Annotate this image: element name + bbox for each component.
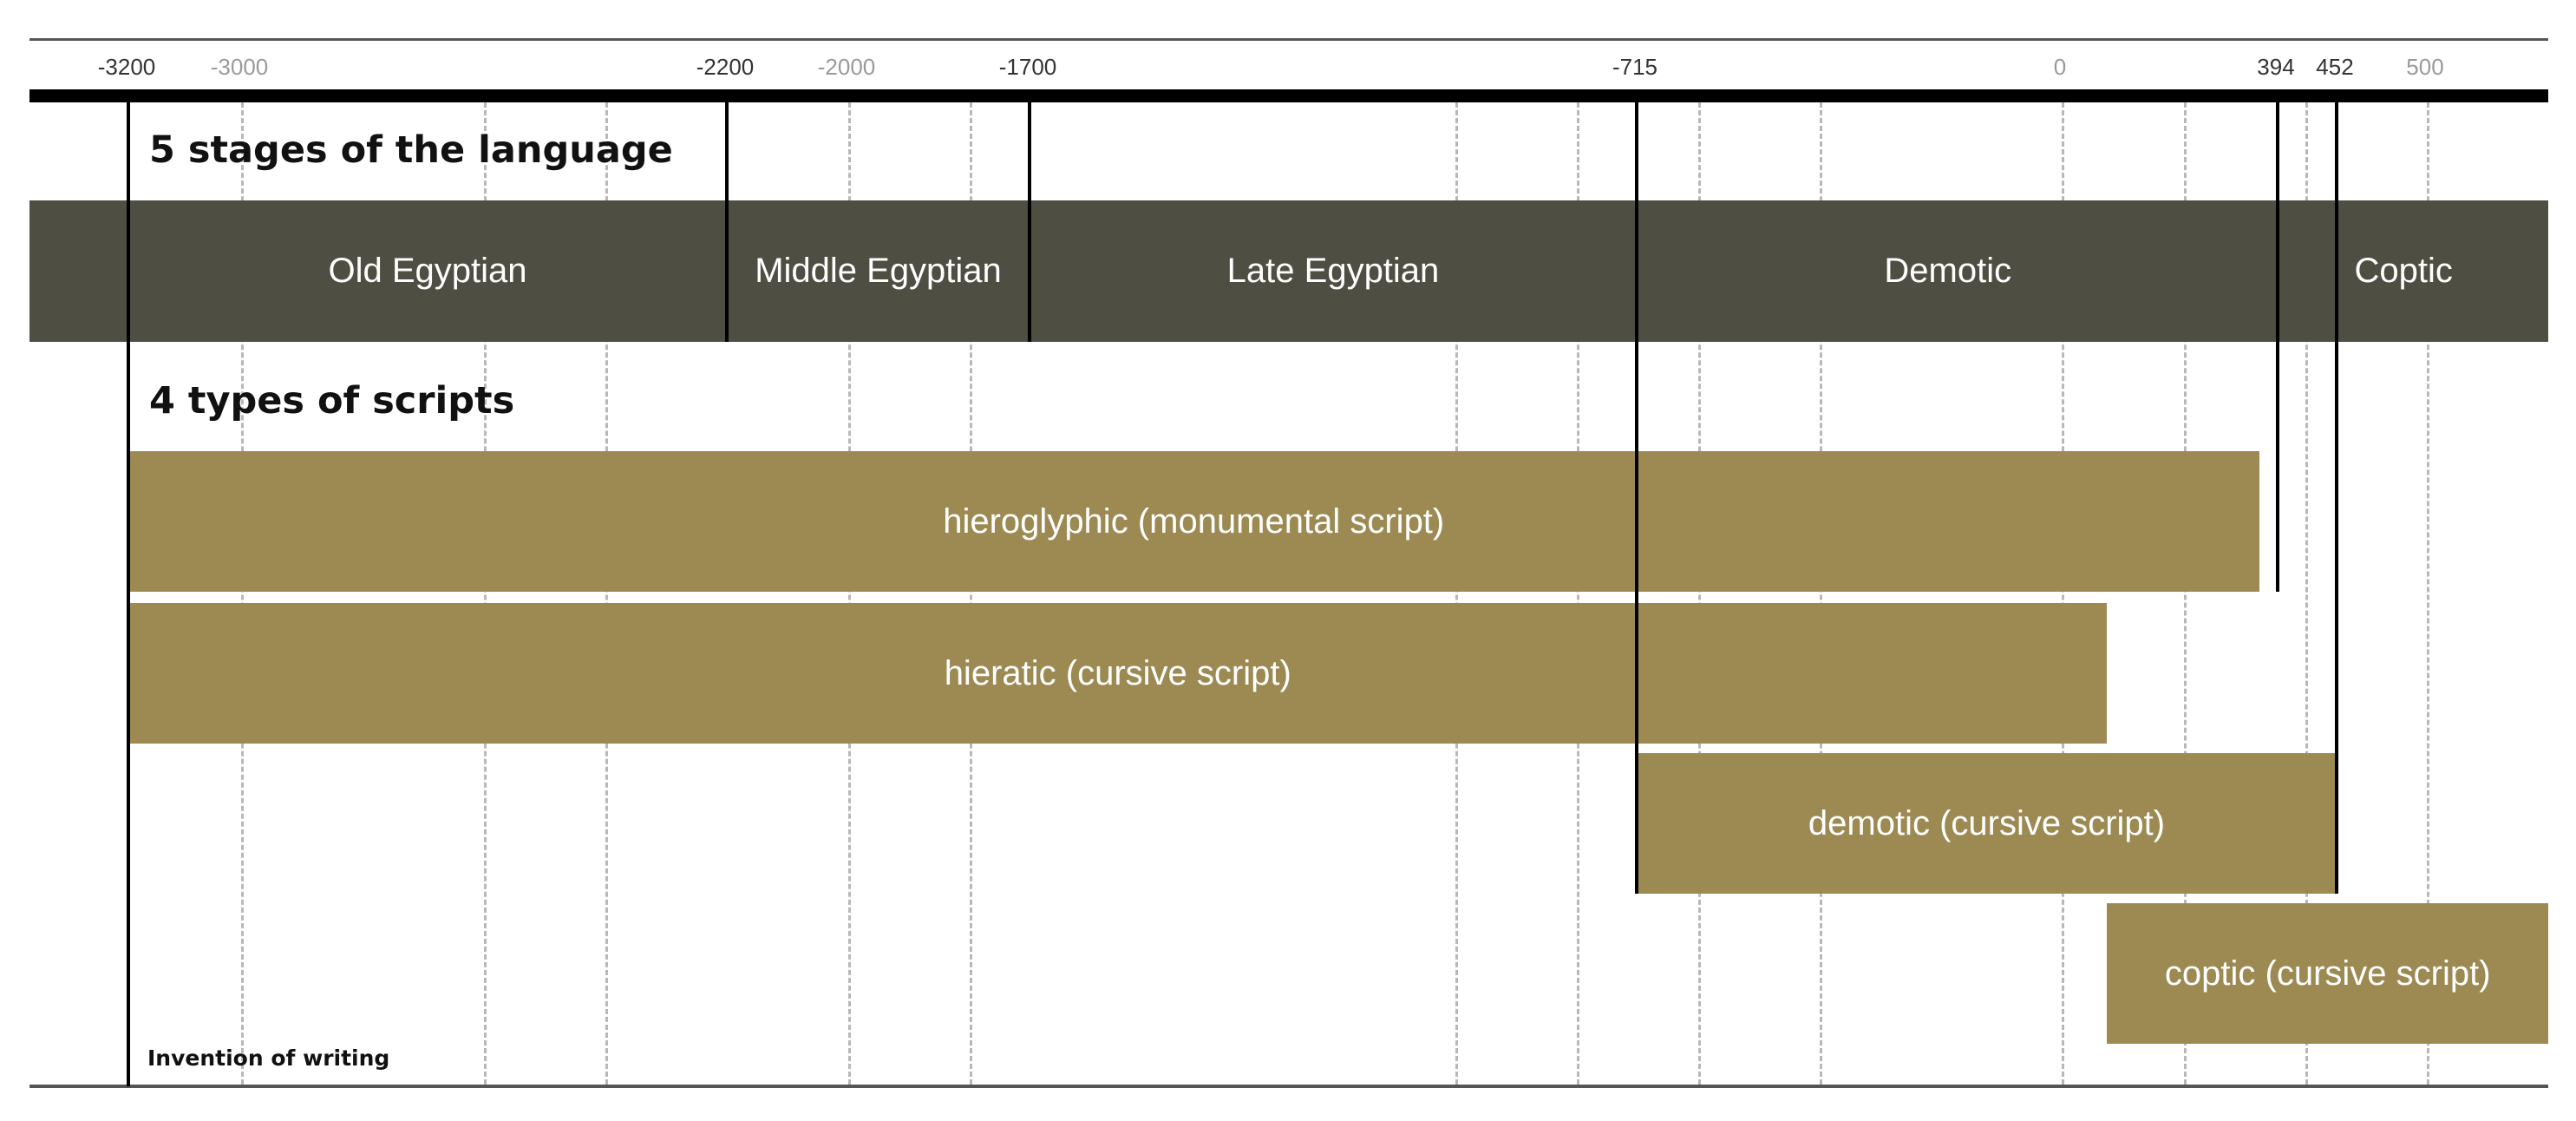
tick-label: 394 [2257,54,2295,80]
tick-label: -2200 [696,54,755,80]
tick-label: -2000 [817,54,876,80]
era-boundary-line [1028,102,1031,342]
tick-label: -1700 [998,54,1057,80]
language-section-title: 5 stages of the language [149,128,673,172]
bottom-border [29,1085,2548,1088]
tick-label: -715 [1612,54,1658,80]
era-boundary-line [1635,102,1638,894]
tick-label: 452 [2316,54,2354,80]
script-bar: coptic (cursive script) [2107,903,2548,1044]
tick-label: 0 [2053,54,2067,80]
tick-label: 500 [2406,54,2444,80]
era-boundary-line [725,102,729,342]
script-bar: hieroglyphic (monumental script) [128,451,2259,592]
era-boundary-line [2335,102,2338,894]
language-stage-label: Late Egyptian [1226,252,1440,290]
language-stage-label: Old Egyptian [328,252,527,290]
language-stage-label: Demotic [1884,252,2012,290]
era-boundary-line [2276,102,2279,592]
invention-of-writing-note: Invention of writing [147,1046,390,1071]
language-stage-label: Middle Egyptian [755,252,1002,290]
tick-label: -3200 [97,54,156,80]
script-bar: hieratic (cursive script) [128,603,2107,744]
language-stage-label: Coptic [2354,252,2453,290]
tick-label: -3000 [210,54,269,80]
script-bar: demotic (cursive script) [1637,753,2337,894]
top-border [29,38,2548,41]
scripts-section-title: 4 types of scripts [149,379,515,423]
era-boundary-line [127,102,130,1086]
timeline-axis-bar [29,89,2548,102]
